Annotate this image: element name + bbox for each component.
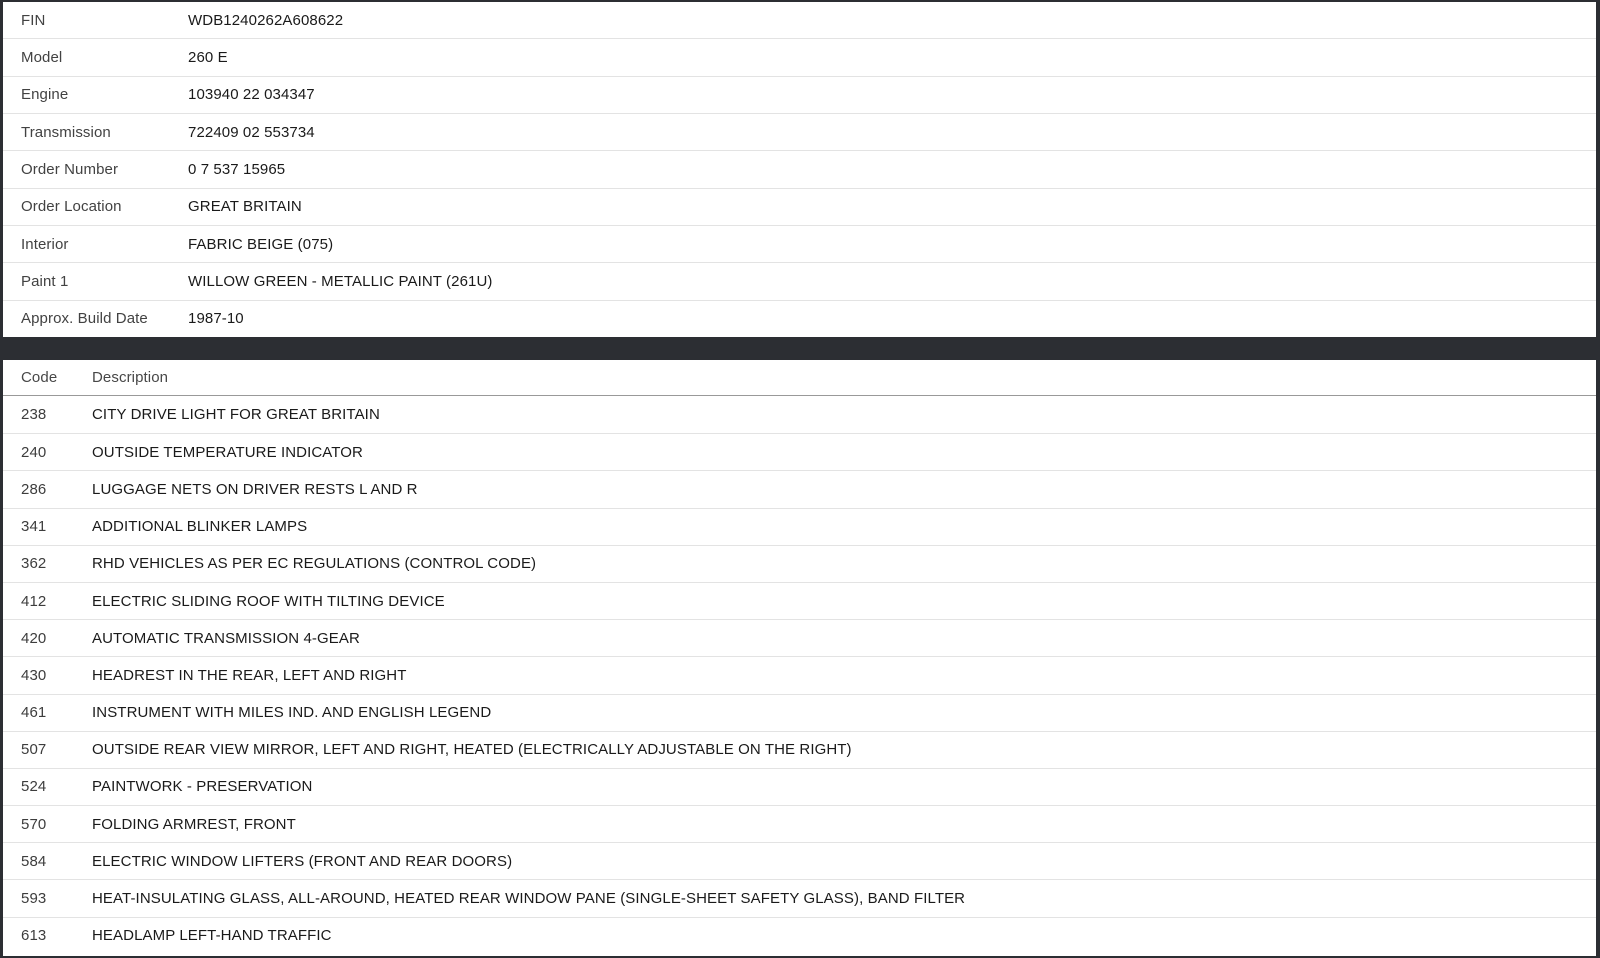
option-code-row bbox=[3, 656, 1596, 693]
option-code-row bbox=[3, 731, 1596, 768]
vehicle-info-row-label: Transmission bbox=[21, 123, 111, 141]
option-code-row bbox=[3, 582, 1596, 619]
vehicle-info-row bbox=[3, 188, 1596, 225]
option-description: OUTSIDE TEMPERATURE INDICATOR bbox=[92, 443, 363, 461]
vehicle-info-row bbox=[3, 225, 1596, 262]
option-code-row bbox=[3, 508, 1596, 545]
vehicle-info-row-label: Approx. Build Date bbox=[21, 310, 148, 328]
code-column-header: Code bbox=[21, 369, 58, 386]
option-code: 584 bbox=[21, 852, 47, 870]
vehicle-info-row-label: Model bbox=[21, 48, 63, 66]
vehicle-info-row-value: FABRIC BEIGE (075) bbox=[188, 235, 334, 253]
option-description: HEAT-INSULATING GLASS, ALL-AROUND, HEATED REAR WINDOW PANE (SINGLE-SHEET SAFETY GLASS), BAND FILTER bbox=[92, 890, 966, 908]
option-description: ELECTRIC SLIDING ROOF WITH TILTING DEVICE bbox=[92, 592, 445, 610]
vehicle-info-row-value: WDB1240262A608622 bbox=[188, 11, 344, 29]
vehicle-info-row bbox=[3, 300, 1596, 337]
option-code: 420 bbox=[21, 629, 47, 647]
options-table-header-row bbox=[3, 360, 1596, 396]
option-description: RHD VEHICLES AS PER EC REGULATIONS (CONTROL CODE) bbox=[92, 555, 537, 573]
vehicle-info-row-value: 1987-10 bbox=[188, 310, 244, 328]
option-code-row bbox=[3, 545, 1596, 582]
option-code: 524 bbox=[21, 778, 47, 796]
vehicle-info-row bbox=[3, 76, 1596, 113]
vehicle-info-row-value: GREAT BRITAIN bbox=[188, 198, 302, 216]
option-code: 238 bbox=[21, 406, 47, 424]
option-code: 570 bbox=[21, 815, 47, 833]
option-description: HEADREST IN THE REAR, LEFT AND RIGHT bbox=[92, 666, 407, 684]
option-code-row bbox=[3, 470, 1596, 507]
option-code: 430 bbox=[21, 666, 47, 684]
options-table-body bbox=[3, 396, 1596, 954]
vehicle-info-row bbox=[3, 2, 1596, 38]
option-code-row bbox=[3, 433, 1596, 470]
option-code-row bbox=[3, 805, 1596, 842]
option-code: 507 bbox=[21, 741, 47, 759]
option-description: PAINTWORK - PRESERVATION bbox=[92, 778, 313, 796]
vehicle-info-row bbox=[3, 262, 1596, 299]
options-table bbox=[3, 360, 1596, 956]
option-description: CITY DRIVE LIGHT FOR GREAT BRITAIN bbox=[92, 406, 380, 424]
option-code-row bbox=[3, 879, 1596, 916]
option-code: 593 bbox=[21, 890, 47, 908]
option-description: FOLDING ARMREST, FRONT bbox=[92, 815, 296, 833]
page bbox=[0, 2, 1600, 958]
vehicle-info-row-value: 103940 22 034347 bbox=[188, 86, 315, 104]
description-column-header: Description bbox=[92, 369, 169, 386]
vehicle-info-row-label: FIN bbox=[21, 11, 46, 29]
option-description: ELECTRIC WINDOW LIFTERS (FRONT AND REAR DOORS) bbox=[92, 852, 513, 870]
vehicle-info-row-label: Order Number bbox=[21, 160, 119, 178]
vehicle-info-row bbox=[3, 38, 1596, 75]
vehicle-info-row-label: Order Location bbox=[21, 198, 122, 216]
option-description: AUTOMATIC TRANSMISSION 4-GEAR bbox=[92, 629, 360, 647]
option-description: OUTSIDE REAR VIEW MIRROR, LEFT AND RIGHT, HEATED (ELECTRICALLY ADJUSTABLE ON THE RIGHT) bbox=[92, 741, 852, 759]
option-code-row bbox=[3, 842, 1596, 879]
vehicle-info-row-label: Interior bbox=[21, 235, 69, 253]
vehicle-info-row-value: 722409 02 553734 bbox=[188, 123, 315, 141]
option-code-row bbox=[3, 396, 1596, 433]
option-code: 461 bbox=[21, 704, 47, 722]
vehicle-info-row-value: 0 7 537 15965 bbox=[188, 160, 286, 178]
option-code-row bbox=[3, 768, 1596, 805]
vehicle-info-table bbox=[3, 2, 1596, 337]
option-description: ADDITIONAL BLINKER LAMPS bbox=[92, 518, 308, 536]
vehicle-info-row-label: Engine bbox=[21, 86, 69, 104]
vehicle-info-row-value: WILLOW GREEN - METALLIC PAINT (261U) bbox=[188, 272, 493, 290]
option-description: LUGGAGE NETS ON DRIVER RESTS L AND R bbox=[92, 480, 418, 498]
vehicle-info-row bbox=[3, 150, 1596, 187]
option-description: INSTRUMENT WITH MILES IND. AND ENGLISH LEGEND bbox=[92, 704, 492, 722]
option-code: 240 bbox=[21, 443, 47, 461]
option-code-row bbox=[3, 917, 1596, 954]
option-code: 613 bbox=[21, 927, 47, 945]
option-code: 341 bbox=[21, 518, 47, 536]
vehicle-info-row-value: 260 E bbox=[188, 48, 228, 66]
option-description: HEADLAMP LEFT-HAND TRAFFIC bbox=[92, 927, 332, 945]
vehicle-info-row-label: Paint 1 bbox=[21, 272, 69, 290]
option-code: 362 bbox=[21, 555, 47, 573]
option-code-row bbox=[3, 619, 1596, 656]
vehicle-info-row bbox=[3, 113, 1596, 150]
option-code: 412 bbox=[21, 592, 47, 610]
option-code: 286 bbox=[21, 480, 47, 498]
option-code-row bbox=[3, 694, 1596, 731]
